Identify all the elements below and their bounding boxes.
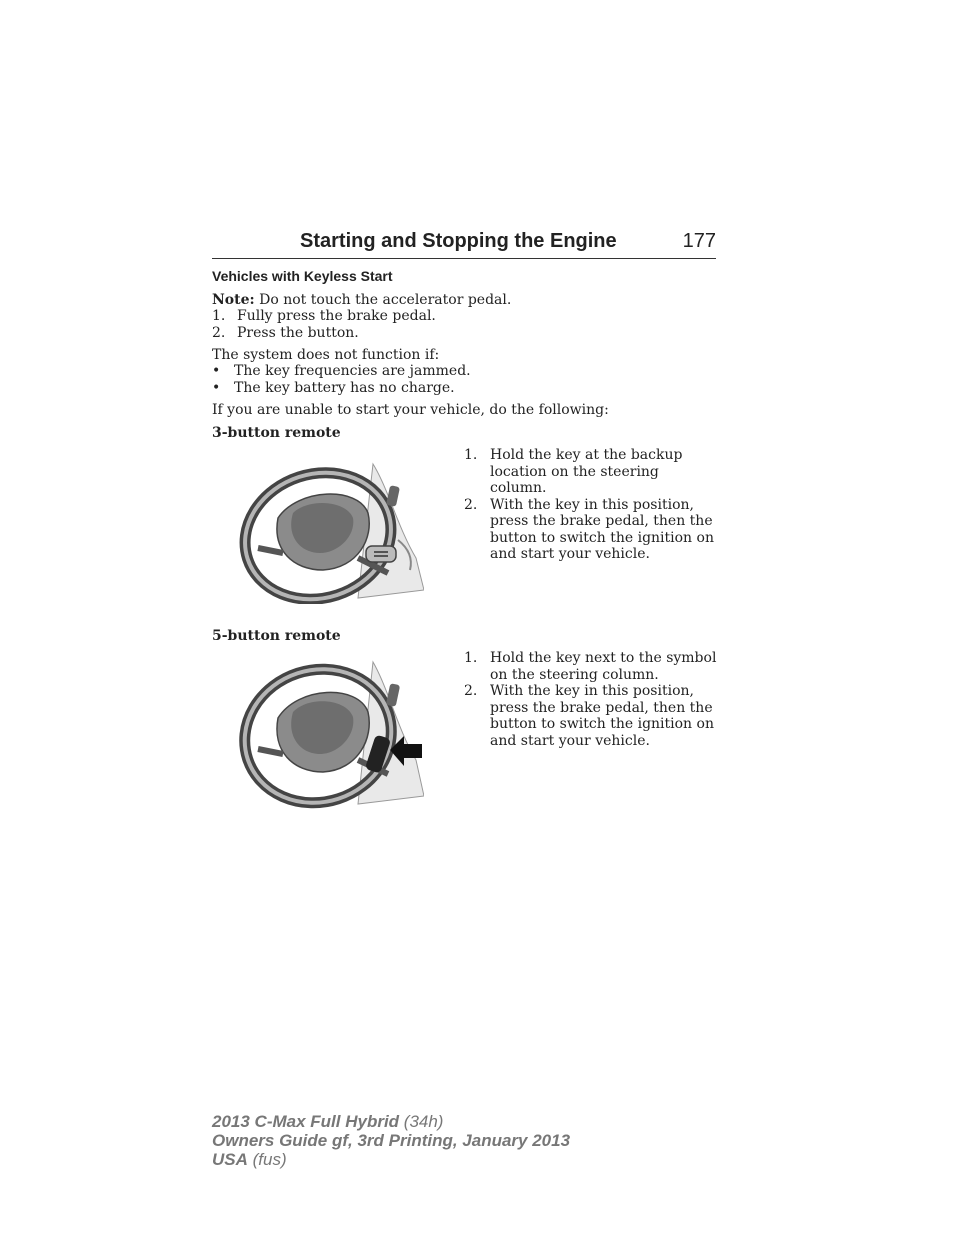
bullet-text: The key frequencies are jammed. [234,363,471,379]
step-text: Fully press the brake pedal. [237,308,436,324]
section-title: Vehicles with Keyless Start [212,268,393,284]
page-number: 177 [682,230,716,252]
remote5-steps [464,650,719,749]
list-item [464,650,719,683]
list-item [464,447,719,497]
footer-line-market: USA (fus) [212,1150,287,1169]
page-header [212,228,716,259]
step-text: Press the button. [237,325,359,341]
note [212,292,511,308]
list-item [464,497,719,563]
step-number: 1. [464,447,478,463]
footer-line-model: 2013 C-Max Full Hybrid (34h) [212,1112,444,1131]
list-item [212,308,436,324]
step-number: 2. [464,496,478,513]
step-text: With the key in this position, press the brake pedal, then the button to switch the ignition on and start your vehicle. [490,496,714,562]
list-item [212,363,471,379]
steering-wheel-illustration-3-button [238,458,424,604]
remote5-heading: 5-button remote [212,628,341,644]
remote3-heading: 3-button remote [212,425,341,441]
list-item [212,325,359,341]
system-text: The system does not function if: [212,347,440,363]
steering-wheel-illustration-5-button [238,654,424,812]
note-text: Do not touch the accelerator pedal. [254,292,512,308]
step-number: 2. [212,325,226,341]
step-number: 2. [464,683,478,699]
list-item [212,380,455,396]
step-number: 1. [212,308,226,324]
footer-line-guide: Owners Guide gf, 3rd Printing, January 2013 [212,1131,571,1150]
chapter-title: Starting and Stopping the Engine [300,230,617,252]
bullet-icon: • [212,363,221,379]
unable-text: If you are unable to start your vehicle, do the following: [212,402,609,418]
step-text: With the key in this position, press the brake pedal, then the button to switch the ignition on and start your vehicle. [490,683,714,749]
step-text: Hold the key at the backup location on the steering column. [490,447,683,496]
bullet-icon: • [212,380,221,396]
step-text: Hold the key next to the symbol on the steering column. [490,650,717,683]
note-label: Note: [212,292,255,308]
bullet-text: The key battery has no charge. [234,380,455,396]
step-number: 1. [464,650,478,666]
list-item [464,683,719,749]
page-footer [212,1112,570,1169]
remote3-steps [464,447,719,563]
